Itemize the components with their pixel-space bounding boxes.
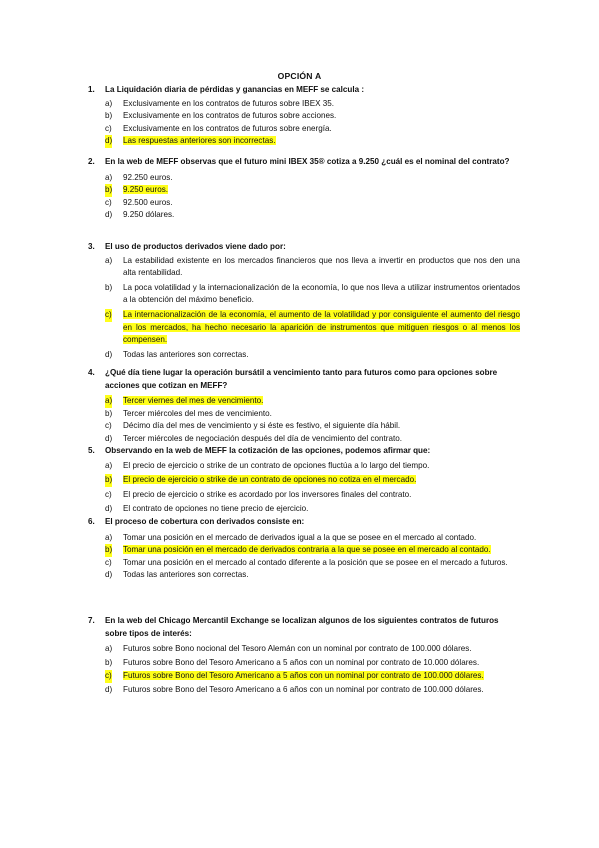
- option-1c: c) Exclusivamente en los contratos de futuros sobre energía.: [105, 123, 332, 133]
- question-5: [88, 445, 520, 516]
- option-4b: b) Tercer miércoles del mes de vencimiento.: [105, 408, 272, 418]
- option-4d: d) Tercer miércoles de negociación después del día de vencimiento del contrato.: [105, 433, 402, 443]
- option-3c-highlighted: c) La internacionalización de la economía, el aumento de la volatilidad y por consiguiente el aumento del riesgo en los mercados, ha hecho necesario la aparición de instrumentos que mitiguen riesgos o al menos los compensen.: [105, 309, 520, 345]
- question-number: 7.: [88, 616, 95, 625]
- question-number: 2.: [88, 157, 95, 166]
- question-7: [88, 615, 520, 697]
- question-number: 4.: [88, 368, 95, 377]
- option-3d: d) Todas las anteriores son correctas.: [105, 349, 249, 359]
- option-2c: c) 92.500 euros.: [105, 197, 173, 207]
- question-4: [88, 367, 520, 446]
- option-5d: d) El contrato de opciones no tiene precio de ejercicio.: [105, 504, 309, 514]
- question-text: 7. En la web del Chicago Mercantil Exchange se localizan algunos de los siguientes contratos de futuros sobre tipos de interés:: [88, 616, 499, 638]
- question-number: 6.: [88, 517, 95, 526]
- question-text: 4. ¿Qué día tiene lugar la operación bursátil a vencimiento tanto para futuros como para opciones sobre acciones que cotizan en MEFF?: [88, 368, 498, 390]
- option-6a: a) Tomar una posición en el mercado de derivados igual a la que se posee en el mercado al contado.: [105, 532, 477, 542]
- question-text: 3. El uso de productos derivados viene dado por:: [88, 241, 520, 254]
- option-2d: d) 9.250 dólares.: [105, 210, 175, 220]
- option-1a: a) Exclusivamente en los contratos de futuros sobre IBEX 35.: [105, 98, 334, 108]
- option-3a: a) La estabilidad existente en los mercados financieros que nos lleva a invertir en productos que nos den una alta rentabilidad.: [105, 255, 520, 278]
- option-2a: a) 92.250 euros.: [105, 172, 173, 182]
- question-2: [88, 156, 520, 222]
- question-text: 1. La Liquidación diaria de pérdidas y ganancias en MEFF se calcula :: [88, 84, 520, 97]
- question-number: 3.: [88, 242, 95, 251]
- option-2b-highlighted: b) 9.250 euros.: [88, 184, 520, 197]
- option-6b-highlighted: b) Tomar una posición en el mercado de derivados contraria a la que se posee en el mercado al contado.: [88, 544, 520, 557]
- option-4c: c) Décimo día del mes de vencimiento y si éste es festivo, el siguiente día hábil.: [105, 421, 401, 431]
- option-3b: b) La poca volatilidad y la internacionalización de la economía, lo que nos lleva a utilizar instrumentos orientados a la obtención del máximo beneficio.: [105, 282, 520, 305]
- question-number: 5.: [88, 446, 95, 455]
- question-6: [88, 516, 520, 582]
- option-5a: a) El precio de ejercicio o strike de un contrato de opciones fluctúa a lo largo del tiempo.: [105, 460, 430, 470]
- option-5c: c) El precio de ejercicio o strike es acordado por los inversores finales del contrato.: [105, 489, 412, 499]
- document-title: OPCIÓN A: [277, 71, 322, 81]
- option-1d-highlighted: d) Las respuestas anteriores son incorrectas.: [88, 135, 520, 148]
- option-7c-highlighted: c) Futuros sobre Bono del Tesoro Americano a 5 años con un nominal por contrato de 100.000 dólares.: [88, 670, 520, 683]
- option-7d: d) Futuros sobre Bono del Tesoro Americano a 6 años con un nominal por contrato de 100.000 dólares.: [105, 684, 484, 694]
- question-text: 6. El proceso de cobertura con derivados consiste en:: [88, 516, 520, 529]
- option-1b: b) Exclusivamente en los contratos de futuros sobre acciones.: [105, 111, 337, 121]
- option-7a: a) Futuros sobre Bono nocional del Tesoro Alemán con un nominal por contrato de 100.000 dólares.: [105, 644, 472, 654]
- question-text: 5. Observando en la web de MEFF la cotización de las opciones, podemos afirmar que:: [88, 445, 520, 458]
- option-7b: b) Futuros sobre Bono del Tesoro Americano a 5 años con un nominal por contrato de 10.000 dólares.: [105, 657, 480, 667]
- question-text: 2. En la web de MEFF observas que el futuro mini IBEX 35® cotiza a 9.250 ¿cuál es el nominal del contrato?: [88, 156, 520, 169]
- option-5b-highlighted: b) El precio de ejercicio o strike de un contrato de opciones no cotiza en el mercado.: [88, 474, 520, 487]
- question-1: [88, 84, 520, 148]
- question-3: [88, 241, 520, 361]
- option-4a-highlighted: a) Tercer viernes del mes de vencimiento.: [88, 395, 520, 408]
- question-number: 1.: [88, 85, 95, 94]
- option-6d: d) Todas las anteriores son correctas.: [105, 570, 249, 580]
- option-6c: c) Tomar una posición en el mercado al contado diferente a la posición que se posee en el mercado a futuros.: [105, 557, 508, 567]
